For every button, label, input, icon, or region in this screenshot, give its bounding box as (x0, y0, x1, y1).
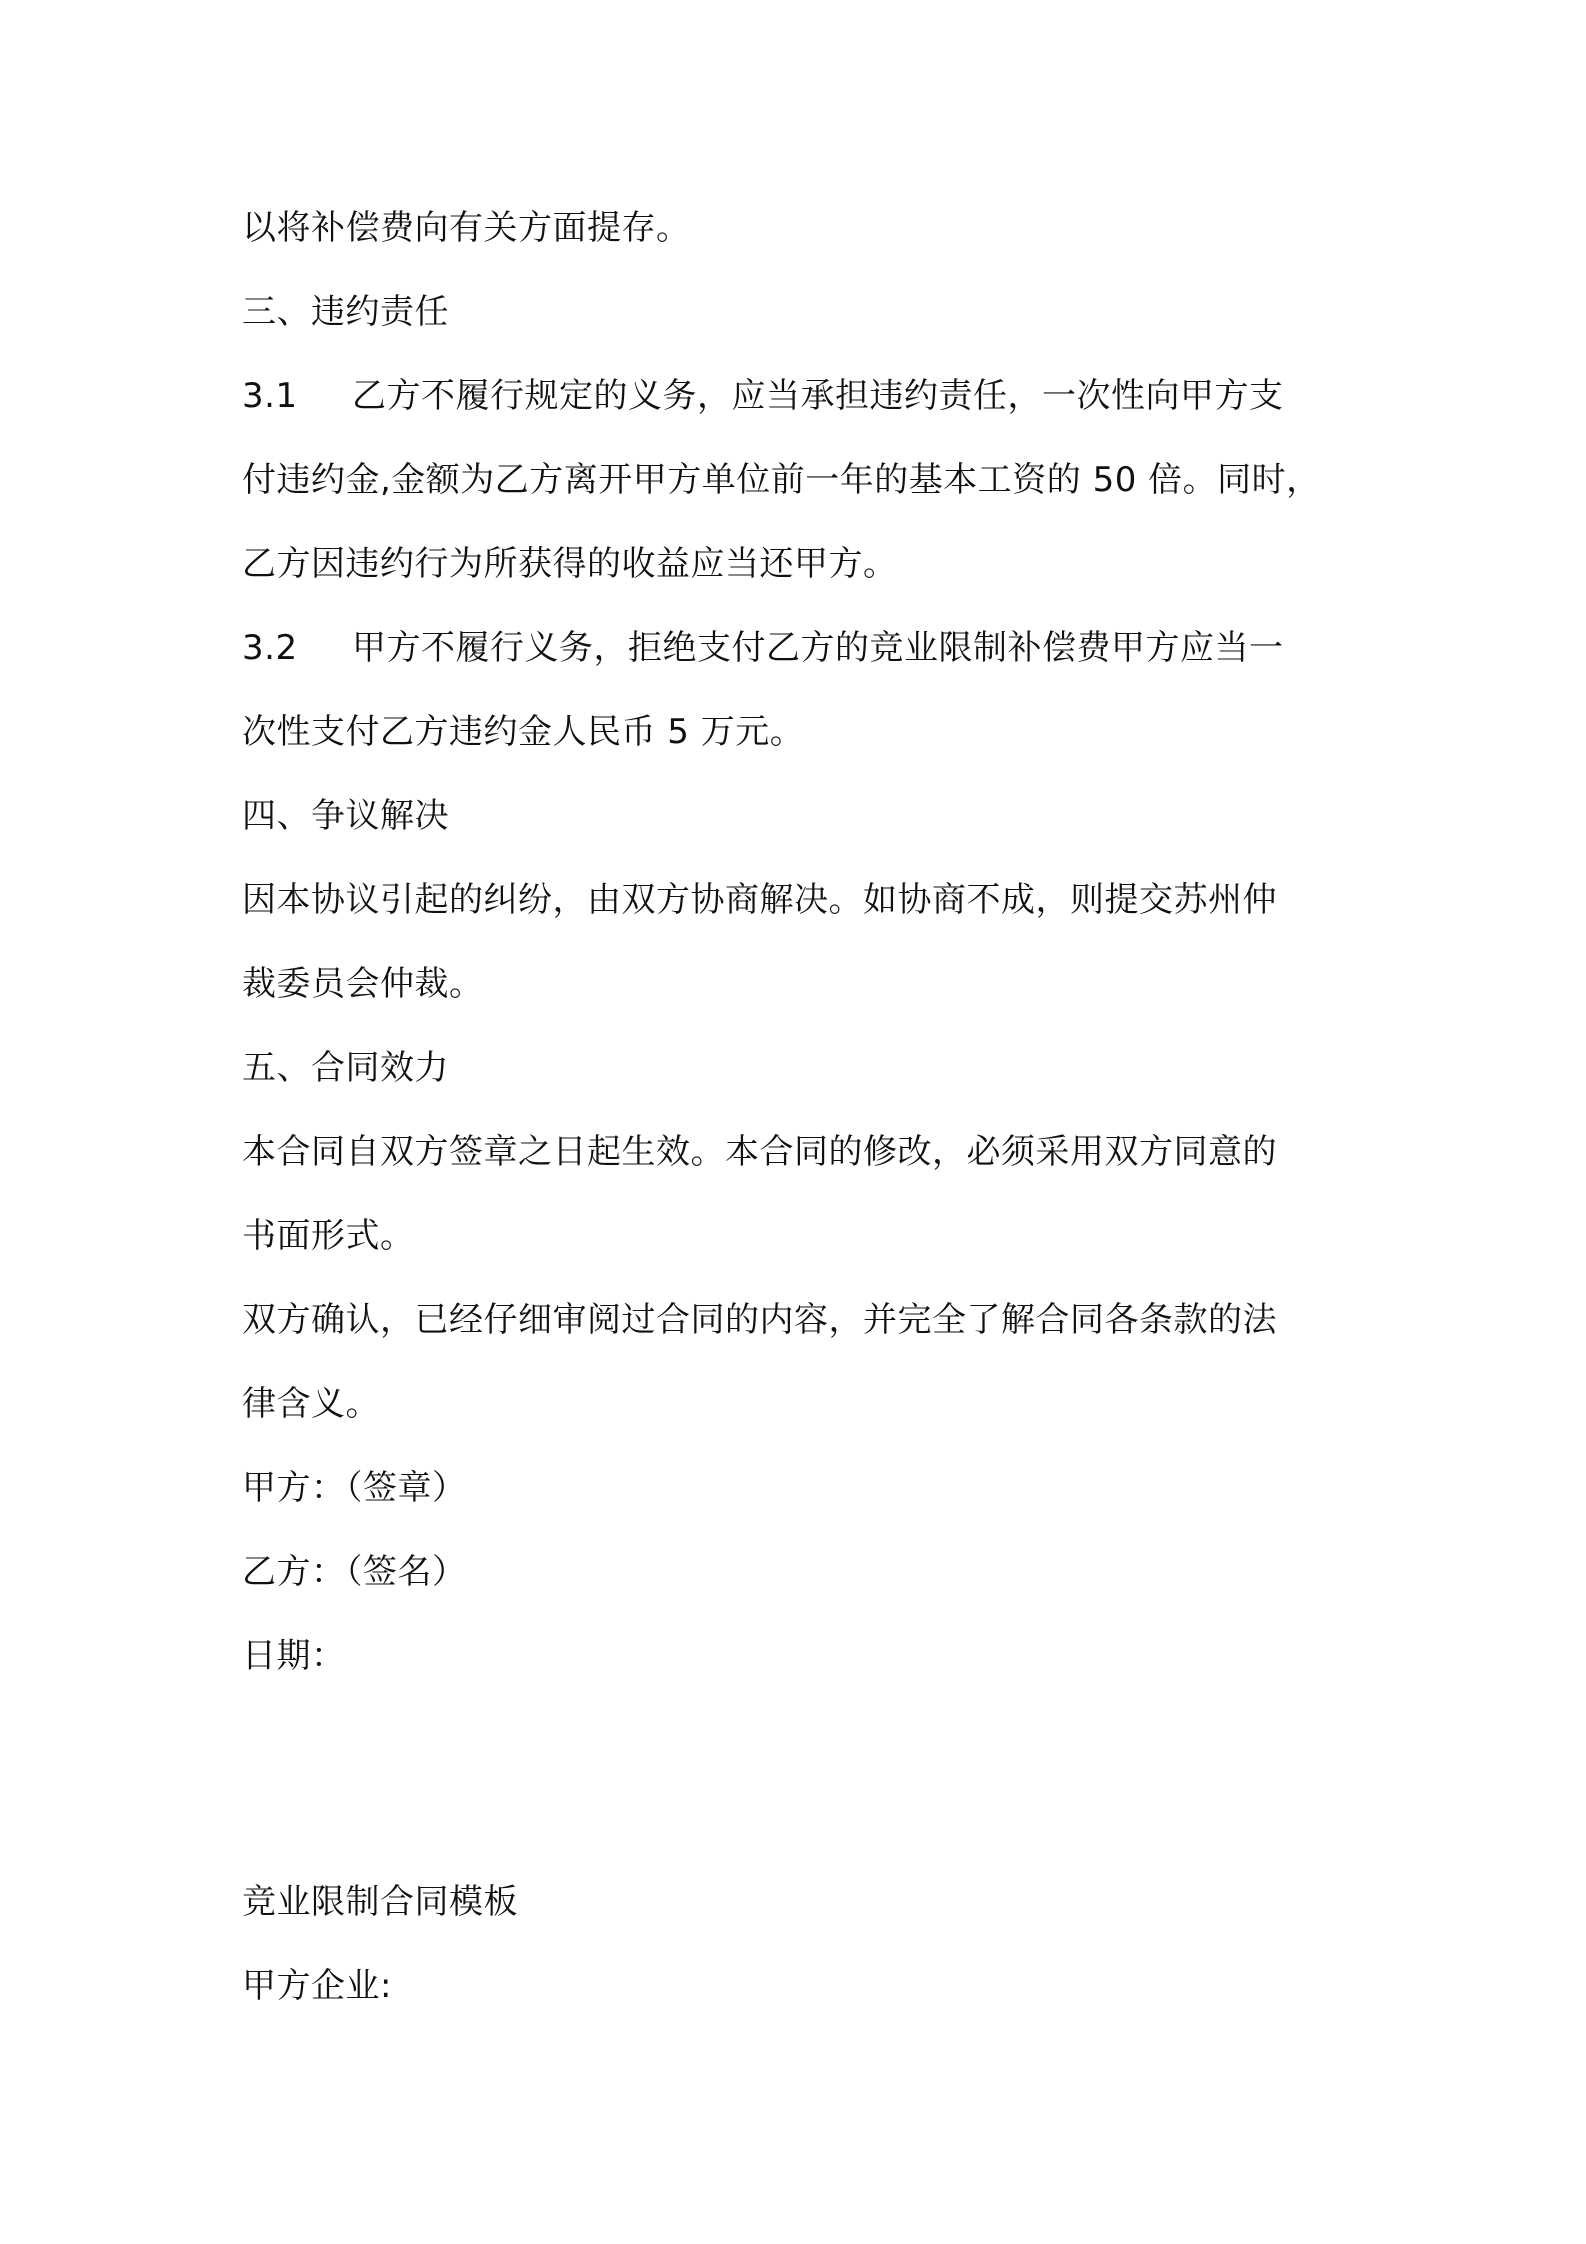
text-line: 以将补偿费向有关方面提存。 (242, 208, 691, 248)
document-title: 竞业限制合同模板 (242, 1882, 518, 1922)
text-line: 双方确认，已经仔细审阅过合同的内容，并完全了解合同各条款的法 (242, 1300, 1277, 1340)
clause-line (242, 374, 1372, 418)
section-heading: 三、违约责任 (242, 292, 449, 332)
date-line: 日期： (242, 1636, 346, 1676)
text-line: 次性支付乙方违约金人民币 5 万元。 (242, 712, 805, 752)
clause-number: 3.2 (242, 628, 298, 668)
party-a-signature: 甲方：（签章） (242, 1468, 467, 1508)
text-line: 裁委员会仲裁。 (242, 964, 484, 1004)
section-heading: 五、合同效力 (242, 1048, 449, 1088)
clause-number: 3.1 (242, 376, 298, 416)
text-line: 律含义。 (242, 1384, 380, 1424)
section-heading: 四、争议解决 (242, 796, 449, 836)
clause-text: 甲方不履行义务，拒绝支付乙方的竞业限制补偿费甲方应当一 (352, 628, 1284, 668)
text-line: 付违约金,金额为乙方离开甲方单位前一年的基本工资的 50 倍。同时， (242, 460, 1321, 500)
clause-text: 乙方不履行规定的义务，应当承担违约责任，一次性向甲方支 (352, 376, 1284, 416)
text-line: 本合同自双方签章之日起生效。本合同的修改，必须采用双方同意的 (242, 1132, 1277, 1172)
text-line: 乙方因违约行为所获得的收益应当还甲方。 (242, 544, 898, 584)
text-line: 因本协议引起的纠纷，由双方协商解决。如协商不成，则提交苏州仲 (242, 880, 1277, 920)
text-line: 书面形式。 (242, 1216, 415, 1256)
clause-line (242, 626, 1372, 670)
party-b-signature: 乙方：（签名） (242, 1552, 467, 1592)
party-a-company: 甲方企业: (242, 1966, 392, 2006)
